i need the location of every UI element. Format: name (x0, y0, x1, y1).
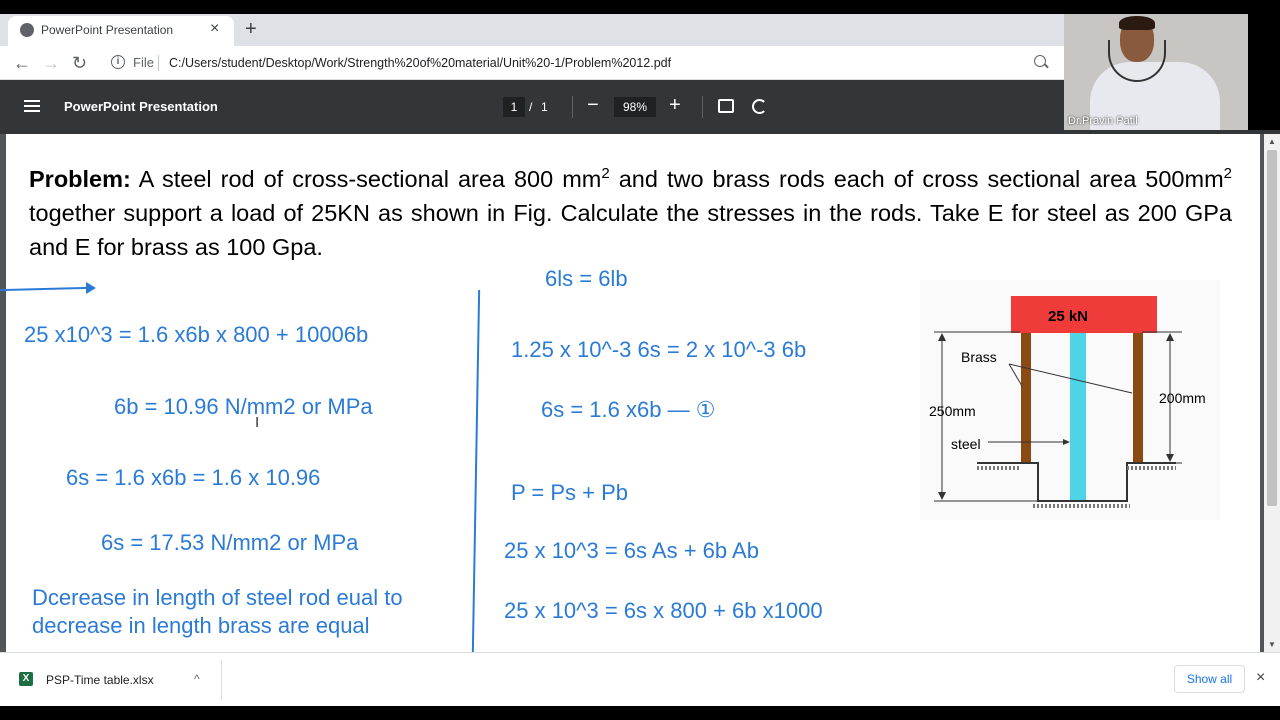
equation-left-1: 25 x10^3 = 1.6 x6b x 800 + 10006b (24, 322, 369, 347)
tab-title: PowerPoint Presentation (41, 23, 174, 37)
equation-right-4: P = Ps + Pb (511, 480, 629, 505)
page-number-input[interactable]: 1 (503, 97, 525, 117)
pdf-title: PowerPoint Presentation (64, 99, 218, 114)
zoom-in-button[interactable]: + (669, 94, 681, 116)
globe-icon (20, 23, 34, 37)
excel-file-icon: X (19, 672, 33, 686)
steel-label: steel (951, 436, 981, 452)
equation-right-5: 25 x 10^3 = 6s As + 6b Ab (504, 538, 759, 563)
annotation-arrow-head (86, 282, 96, 294)
rotate-icon[interactable] (752, 99, 767, 114)
equation-right-1: 6ls = 6lb (545, 266, 628, 291)
equation-right-3: 6s = 1.6 x6b — ① (541, 397, 716, 422)
superscript-2: 2 (601, 165, 610, 182)
equation-left-4: 6s = 17.53 N/mm2 or MPa (101, 530, 359, 555)
back-button[interactable]: ← (13, 53, 31, 73)
reload-button[interactable]: ↻ (72, 53, 88, 73)
problem-text-part-2: and two brass rods each of cross sectional area 500mm (609, 165, 1224, 192)
download-separator (221, 660, 222, 700)
zoom-icon[interactable] (1034, 55, 1046, 67)
brass-rod-left (1021, 333, 1031, 463)
zoom-out-button[interactable]: − (587, 94, 599, 116)
show-all-button[interactable]: Show all (1174, 665, 1245, 693)
brass-length-label: 200mm (1159, 390, 1206, 406)
menu-icon[interactable] (24, 100, 40, 112)
scroll-down-arrow[interactable]: ▼ (1268, 640, 1276, 649)
problem-text-part-1: A steel rod of cross-sectional area 800 mm (138, 165, 602, 192)
address-separator (158, 55, 159, 71)
download-item[interactable]: PSP-Time table.xlsx (46, 673, 154, 687)
participant-name: Dr.Pravin Patil (1068, 115, 1138, 127)
page-total: 1 (541, 100, 548, 114)
toolbar-divider (572, 96, 573, 118)
scroll-up-arrow[interactable]: ▲ (1268, 137, 1276, 146)
scrollbar-thumb[interactable] (1267, 150, 1277, 506)
equation-right-2: 1.25 x 10^-3 6s = 2 x 10^-3 6b (511, 337, 807, 362)
steel-rod (1070, 333, 1086, 501)
steel-length-label: 250mm (929, 403, 976, 419)
screen-top-border (0, 0, 1280, 14)
problem-label: Problem: (29, 165, 131, 192)
zoom-level-input[interactable]: 98% (614, 97, 656, 117)
load-label: 25 kN (1047, 308, 1089, 325)
address-bar[interactable]: C:/Users/student/Desktop/Work/Strength%20of%20material/Unit%20-1/Problem%2012.pdf (169, 56, 672, 70)
info-icon[interactable]: i (111, 55, 125, 69)
text-cursor-icon: I (255, 414, 260, 431)
new-tab-button[interactable]: + (245, 18, 257, 40)
rod-assembly-figure (920, 280, 1220, 520)
close-icon[interactable]: × (210, 20, 220, 37)
problem-text-part-3: together support a load of 25KN as shown in Fig. Calculate the stresses in the rods. Take E for steel as 200 GPa and E for brass as 100 Gpa. (29, 199, 1232, 260)
fit-page-icon[interactable] (718, 99, 734, 113)
brass-rod-right (1133, 333, 1143, 463)
close-icon[interactable]: × (1256, 669, 1266, 686)
equation-right-6: 25 x 10^3 = 6s x 800 + 6b x1000 (504, 598, 823, 623)
forward-button[interactable]: → (42, 53, 60, 73)
brass-label: Brass (961, 349, 997, 365)
chevron-up-icon[interactable]: ^ (194, 672, 200, 686)
equation-left-3: 6s = 1.6 x6b = 1.6 x 10.96 (66, 465, 321, 490)
page-separator: / (529, 100, 533, 114)
equation-left-2: 6b = 10.96 N/mm2 or MPa (114, 394, 373, 419)
download-bar (0, 652, 1280, 706)
screen-bottom-border (0, 706, 1280, 720)
problem-statement (29, 157, 1232, 264)
superscript-2: 2 (1223, 165, 1232, 182)
toolbar-divider (702, 96, 703, 118)
file-label: File (133, 55, 154, 70)
presenter-hair (1119, 16, 1155, 30)
annotation-note: Dcerease in length of steel rod eual to decrease in length brass are equal (32, 585, 403, 638)
